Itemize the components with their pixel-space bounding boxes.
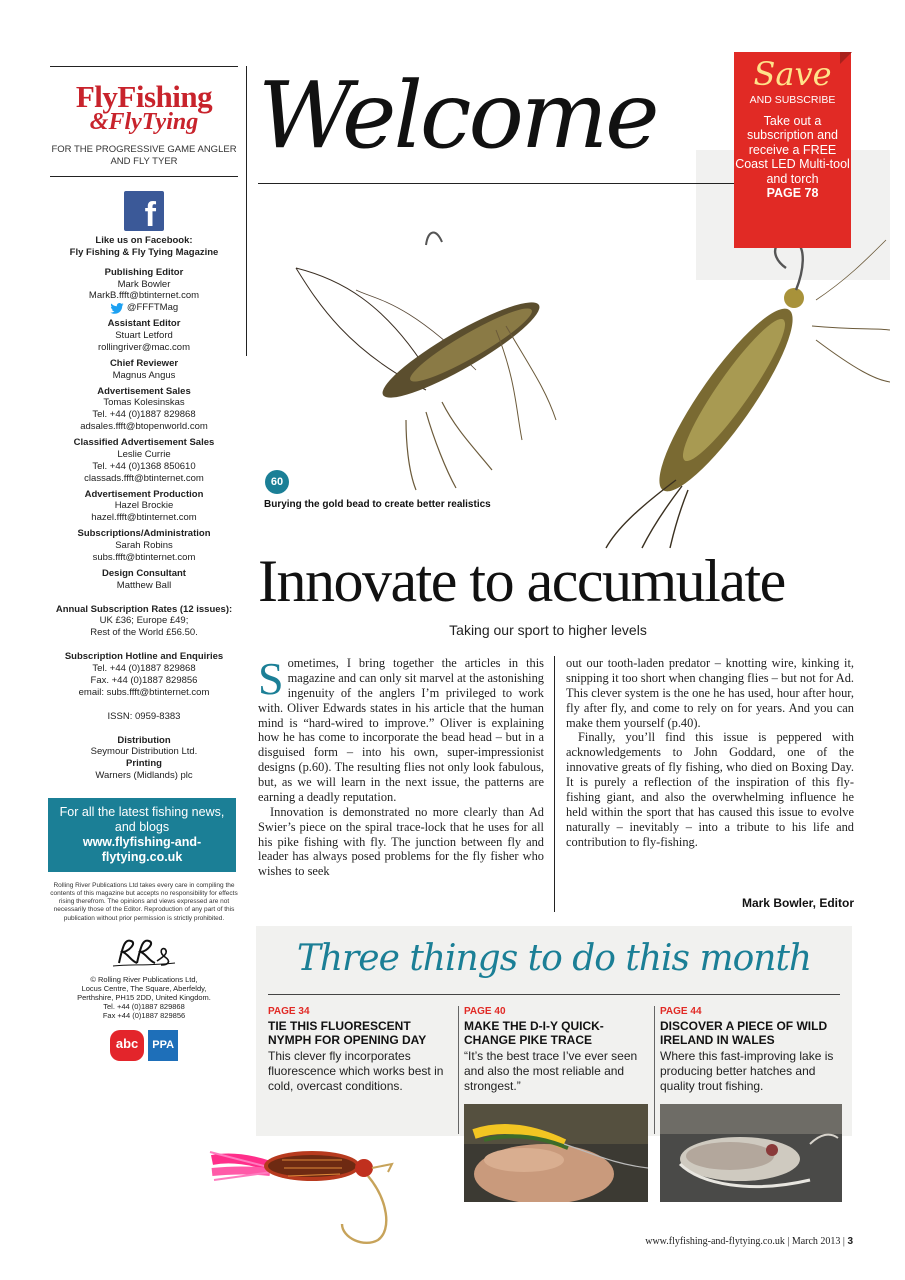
subscribe-promo-box[interactable] xyxy=(734,52,851,248)
hotline-fax: Fax. +44 (0)1887 829856 xyxy=(90,674,198,686)
thing-divider xyxy=(654,1006,655,1134)
staff-phone: Tel. +44 (0)1887 829868 xyxy=(92,409,196,421)
rates-line: Rest of the World £56.50. xyxy=(90,627,198,639)
staff-email[interactable]: adsales.ffft@btopenworld.com xyxy=(80,421,208,433)
twitter-handle: @FFFTMag xyxy=(126,302,179,314)
distribution-printing xyxy=(50,735,238,783)
staff-name: Sarah Robins xyxy=(115,540,173,552)
thing-item[interactable] xyxy=(660,1006,842,1094)
staff-role: Advertisement Sales xyxy=(97,385,191,397)
copyright-line: Tel. +44 (0)1887 829868 xyxy=(103,1001,185,1011)
staff-role: Classified Advertisement Sales xyxy=(73,437,215,449)
logo-line2: &FlyTying xyxy=(89,109,199,136)
twitter-bird-icon xyxy=(110,303,124,314)
staff-email[interactable]: hazel.ffft@btinternet.com xyxy=(91,512,197,524)
article-paragraph: Innovation is demonstrated no more clearly than Ad Swier’s piece on the spiral trace-lock that he uses for all his pike fishing with fly. The junction between fly and leader has always posed problems for the fly fisher who wishes to seek xyxy=(258,804,544,879)
staff-name: Matthew Ball xyxy=(116,579,172,591)
thing-item[interactable] xyxy=(464,1006,646,1094)
hotline-title: Subscription Hotline and Enquiries xyxy=(64,651,224,663)
staff-design-consultant xyxy=(50,568,238,592)
ppa-badge: PPA xyxy=(148,1030,178,1061)
membership-badges xyxy=(50,1030,238,1061)
disclaimer: Rolling River Publications Ltd takes every care in compiling the contents of this magazine but accepts no responsibility for effects rising therefrom. The opinions and views expressed are not necessarily those of the Editor. Reproduction of any part of this publication without prior permission is strictly prohibited. xyxy=(50,882,238,922)
staff-subscriptions xyxy=(50,528,238,564)
copyright-line: © Rolling River Publications Ltd, xyxy=(90,974,198,984)
article-column-2 xyxy=(566,656,854,849)
staff-name: Leslie Currie xyxy=(117,448,171,460)
website-promo-box[interactable] xyxy=(48,798,236,872)
save-heading: Save xyxy=(753,55,832,93)
twitter-handle-row[interactable] xyxy=(50,302,238,314)
rolling-river-logo-icon xyxy=(109,935,179,969)
abc-badge: abc xyxy=(110,1030,144,1061)
staff-role: Publishing Editor xyxy=(104,266,184,278)
thing-item[interactable] xyxy=(268,1006,450,1094)
rates-title: Annual Subscription Rates (12 issues): xyxy=(55,603,233,615)
hero-caption: Burying the gold bead to create better realistics xyxy=(264,499,491,510)
thing-page-ref[interactable]: PAGE 34 xyxy=(268,1006,310,1017)
article-paragraph: Finally, you’ll find this issue is peppered with acknowledgements to John Goddard, one of the innovative greats of fly fishing, who died on Boxing Day. It is purely a reflection of the inspiration of this fly-fishing giant, and also the overwhelming influence he held within the sport that has caused this issue to evolve naturally – inevitably – into a tribute to his life and contribution to fly-fishing. xyxy=(566,730,854,849)
tagline-rule xyxy=(50,176,238,177)
masthead-sidebar xyxy=(50,66,238,1061)
column-divider xyxy=(554,656,555,912)
page-reference-badge[interactable]: 60 xyxy=(265,470,289,494)
magazine-logo xyxy=(50,79,238,136)
staff-name: Tomas Kolesinskas xyxy=(103,397,185,409)
offer-page-ref[interactable]: PAGE 78 xyxy=(766,185,819,200)
pike-trace-photo xyxy=(464,1104,648,1202)
thing-heading: TIE THIS FLUORESCENT NYMPH FOR OPENING DAY xyxy=(268,1019,427,1047)
offer-text: Take out a subscription and receive a FREE Coast LED Multi-tool and torch xyxy=(735,114,850,186)
logo-line1: FlyFishing xyxy=(75,79,213,114)
rates-line: UK £36; Europe £49; xyxy=(99,615,189,627)
staff-role: Chief Reviewer xyxy=(109,357,179,369)
three-things-rule xyxy=(268,994,840,995)
promo-corner-fold xyxy=(840,52,852,64)
page-number: 3 xyxy=(847,1236,853,1247)
printing-name: Warners (Midlands) plc xyxy=(95,770,193,782)
staff-advertisement-production xyxy=(50,489,238,525)
article-paragraph xyxy=(258,653,544,805)
facebook-icon[interactable]: f xyxy=(124,191,164,231)
copyright-block xyxy=(50,975,238,1020)
welcome-heading: Welcome xyxy=(258,62,657,169)
staff-email[interactable]: MarkB.ffft@btinternet.com xyxy=(88,290,200,302)
article-column-1 xyxy=(258,653,544,879)
thing-body: This clever fly incorporates fluorescence which works best in cold, overcast conditions. xyxy=(268,1048,444,1093)
article-paragraph: out our tooth-laden predator – knotting wire, kinking it, snipping it too short when changing flies – but not for Ad. This clever system is the one he has used, hour after hour, fly after fly, and come to rely on for years. And you can make them yourself (p.40). xyxy=(566,656,854,730)
thing-page-ref[interactable]: PAGE 40 xyxy=(464,1006,506,1017)
three-things-title: Three things to do this month xyxy=(296,938,812,979)
staff-advertisement-sales xyxy=(50,386,238,434)
tagline: FOR THE PROGRESSIVE GAME ANGLER AND FLY TYER xyxy=(51,144,237,168)
staff-email[interactable]: classads.ffft@btinternet.com xyxy=(84,472,204,484)
thing-divider xyxy=(458,1006,459,1134)
thing-heading: MAKE THE D-I-Y QUICK-CHANGE PIKE TRACE xyxy=(464,1019,604,1047)
copyright-line: Locus Centre, The Square, Aberfeldy, xyxy=(81,983,207,993)
promo-url-link[interactable]: www.flyfishing-and-flytying.co.uk xyxy=(82,835,202,865)
facebook-page-link[interactable]: Fly Fishing & Fly Tying Magazine xyxy=(69,246,219,258)
subscribe-offer xyxy=(734,114,851,200)
paragraph-text: ometimes, I bring together the articles in this magazine and can only sit marvel at the astonishing ingenuity of the anglers I’m privileged to work with. Oliver Edwards states in his article that the human mind is “hard-wired to improve.” Oliver is explaining how he has come to incorporate the bead head – but in a disguised form – into his own, super-impressionist designs (p.60). The resulting flies not only look fabulous, but, as we will learn in the next issue, the patterns are earning a deadly reputation. xyxy=(258,656,544,804)
staff-role: Assistant Editor xyxy=(107,318,181,330)
page-footer xyxy=(645,1236,853,1247)
article-headline: Innovate to accumulate xyxy=(258,548,785,614)
hotline-email[interactable]: email: subs.ffft@btinternet.com xyxy=(78,686,210,698)
facebook-like-label: Like us on Facebook: xyxy=(95,234,193,246)
staff-role: Subscriptions/Administration xyxy=(77,528,211,540)
thing-body: Where this fast-improving lake is producing better hatches and quality trout fishing. xyxy=(660,1048,834,1093)
thing-page-ref[interactable]: PAGE 44 xyxy=(660,1006,702,1017)
copyright-line: Fax +44 (0)1887 829856 xyxy=(102,1010,186,1020)
distribution-name: Seymour Distribution Ltd. xyxy=(90,746,198,758)
subscribe-label: AND SUBSCRIBE xyxy=(749,94,836,106)
staff-name: Hazel Brockie xyxy=(114,500,174,512)
printing-title: Printing xyxy=(126,758,162,770)
staff-publishing-editor xyxy=(50,267,238,315)
staff-role: Design Consultant xyxy=(102,567,186,579)
fluorescent-nymph-fly xyxy=(192,1120,442,1250)
staff-name: Mark Bowler xyxy=(117,278,171,290)
thing-heading: DISCOVER A PIECE OF WILD IRELAND IN WALES xyxy=(660,1019,828,1047)
subscription-rates xyxy=(50,604,238,640)
sidebar-top-rule xyxy=(50,66,238,67)
promo-text: For all the latest fishing news, and blogs xyxy=(59,805,225,835)
subscription-hotline xyxy=(50,651,238,699)
staff-assistant-editor xyxy=(50,318,238,354)
distribution-title: Distribution xyxy=(117,734,171,746)
wild-trout-photo xyxy=(660,1104,842,1202)
issn: ISSN: 0959-8383 xyxy=(107,710,181,722)
hotline-tel: Tel. +44 (0)1887 829868 xyxy=(92,663,196,675)
staff-name: Stuart Letford xyxy=(115,330,173,342)
staff-classified-sales xyxy=(50,437,238,485)
sidebar-divider xyxy=(246,66,247,356)
footer-site[interactable]: www.flyfishing-and-flytying.co.uk | March 2013 | xyxy=(645,1236,848,1247)
staff-email[interactable]: subs.ffft@btinternet.com xyxy=(92,551,196,563)
staff-role: Advertisement Production xyxy=(84,488,204,500)
thing-body: “It’s the best trace I’ve ever seen and also the most reliable and strongest.” xyxy=(464,1048,638,1093)
article-standfirst: Taking our sport to higher levels xyxy=(449,622,647,638)
staff-phone: Tel. +44 (0)1368 850610 xyxy=(92,460,196,472)
staff-email[interactable]: rollingriver@mac.com xyxy=(98,341,190,353)
article-byline: Mark Bowler, Editor xyxy=(741,896,854,910)
staff-chief-reviewer xyxy=(50,358,238,382)
copyright-line: Perthshire, PH15 2DD, United Kingdom. xyxy=(77,992,211,1002)
staff-name: Magnus Angus xyxy=(112,369,176,381)
drop-cap: S xyxy=(258,653,284,704)
